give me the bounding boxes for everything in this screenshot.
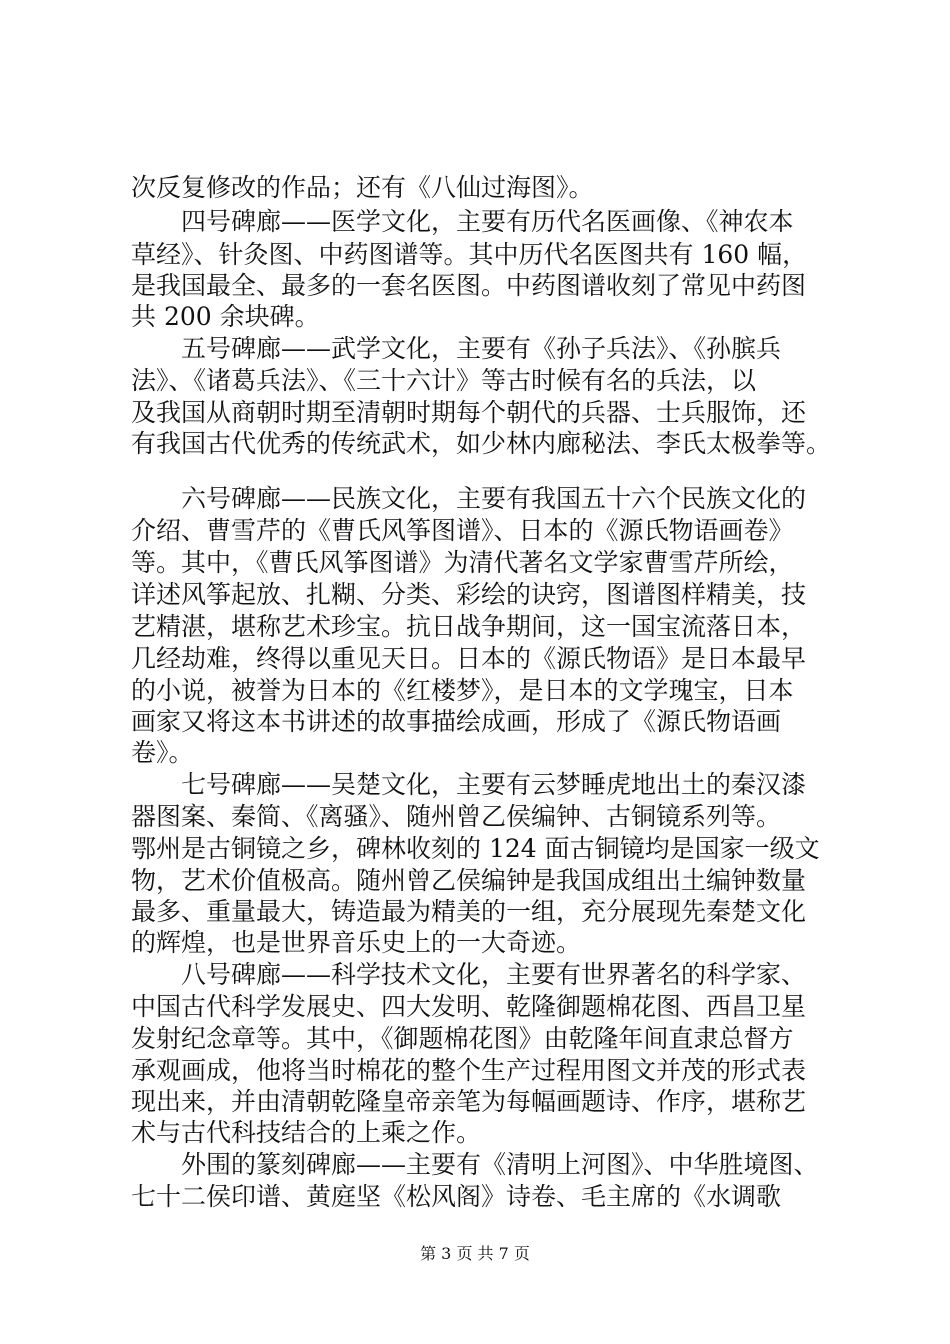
- text-line: 中国古代科学发展史、四大发明、乾隆御题棉花图、西昌卫星: [131, 992, 807, 1021]
- text-line: 物，艺术价值极高。随州曾乙侯编钟是我国成组出土编钟数量: [131, 866, 807, 895]
- text-line: 及我国从商朝时期至清朝时期每个朝代的兵器、士兵服饰，还: [131, 398, 807, 427]
- text-line: 最多、重量最大，铸造最为精美的一组，充分展现先秦楚文化: [131, 897, 807, 926]
- text-line: 有我国古代优秀的传统武术，如少林内廊秘法、李氏太极拳等。: [131, 429, 832, 458]
- page-footer: 第 3 页 共 7 页: [420, 1244, 530, 1263]
- text-line: 画家又将这本书讲述的故事描绘成画，形成了《源氏物语画: [131, 707, 782, 736]
- text-line: 七十二侯印谱、黄庭坚《松风阁》诗卷、毛主席的《水调歌: [131, 1182, 782, 1211]
- text-line: 器图案、秦简、《离骚》、随州曾乙侯编钟、古铜镜系列等。: [131, 802, 782, 831]
- text-line: 鄂州是古铜镜之乡，碑林收刻的 124 面古铜镜均是国家一级文: [131, 834, 820, 863]
- text-line: 的小说，被誉为日本的《红楼梦》，是日本的文学瑰宝，日本: [131, 676, 794, 705]
- text-line: 发射纪念章等。其中，《御题棉花图》由乾隆年间直隶总督方: [131, 1024, 794, 1053]
- text-line: 的辉煌，也是世界音乐史上的一大奇迹。: [131, 928, 582, 957]
- text-line: 六号碑廊——民族文化，主要有我国五十六个民族文化的: [181, 484, 807, 513]
- text-line: 等。其中，《曹氏风筝图谱》为清代著名文学家曹雪芹所绘，: [131, 548, 794, 577]
- text-line: 几经劫难，终得以重见天日。日本的《源氏物语》是日本最早: [131, 644, 807, 673]
- text-line: 卷》。: [131, 738, 194, 767]
- text-line: 五号碑廊——武学文化，主要有《孙子兵法》、《孙膑兵: [181, 334, 782, 363]
- text-line: 术与古代科技结合的上乘之作。: [131, 1118, 482, 1147]
- text-line: 四号碑廊——医学文化，主要有历代名医画像、《神农本: [181, 207, 794, 236]
- text-line: 草经》、针灸图、中药图谱等。其中历代名医图共有 160 幅，: [131, 240, 808, 269]
- text-line: 共 200 余块碑。: [131, 302, 320, 331]
- text-line: 是我国最全、最多的一套名医图。中药图谱收刻了常见中药图: [131, 271, 807, 300]
- text-line: 详述风筝起放、扎糊、分类、彩绘的诀窍，图谱图样精美，技: [131, 580, 807, 609]
- text-line: 法》、《诸葛兵法》、《三十六计》等古时候有名的兵法，以: [131, 366, 757, 395]
- text-line: 艺精湛，堪称艺术珍宝。抗日战争期间，这一国宝流落日本，: [131, 612, 807, 641]
- text-line: 八号碑廊——科学技术文化，主要有世界著名的科学家、: [181, 960, 807, 989]
- text-line: 次反复修改的作品；还有《八仙过海图》。: [131, 173, 594, 202]
- text-line: 介绍、曹雪芹的《曹氏风筝图谱》、日本的《源氏物语画卷》: [131, 516, 794, 545]
- text-line: 七号碑廊——吴楚文化，主要有云梦睡虎地出土的秦汉漆: [181, 770, 807, 799]
- text-line: 承观画成，他将当时棉花的整个生产过程用图文并茂的形式表: [131, 1056, 807, 1085]
- text-line: 现出来，并由清朝乾隆皇帝亲笔为每幅画题诗、作序，堪称艺: [131, 1087, 807, 1116]
- text-line: 外围的篆刻碑廊——主要有《清明上河图》、中华胜境图、: [181, 1150, 819, 1179]
